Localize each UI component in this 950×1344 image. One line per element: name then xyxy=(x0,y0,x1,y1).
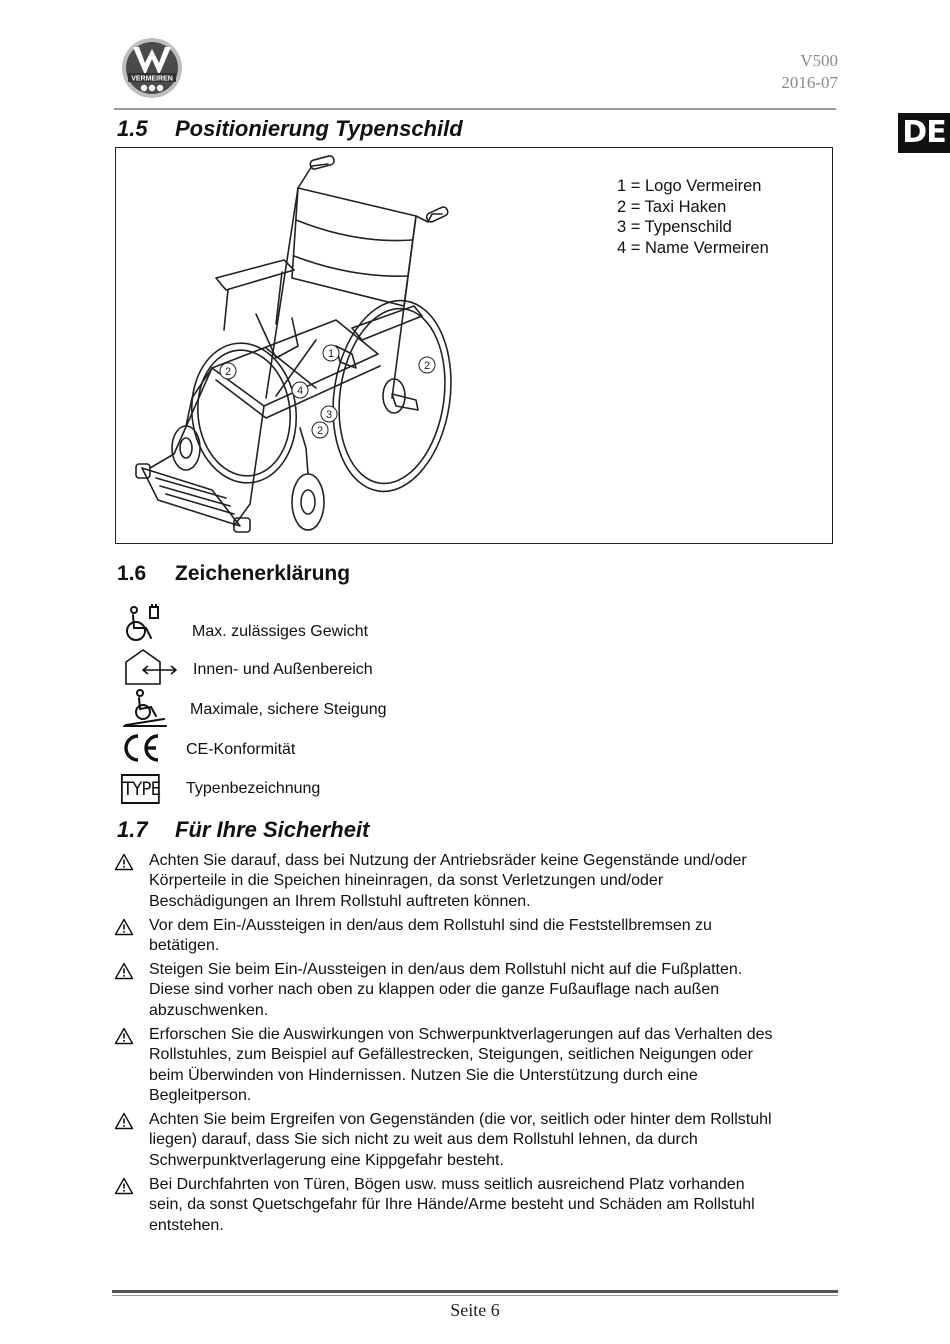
warning-triangle-icon xyxy=(114,962,134,980)
warning-line: Erforschen Sie die Auswirkungen von Schwerpunktverlagerungen auf das Verhalten des xyxy=(149,1026,773,1043)
header-rule xyxy=(114,108,836,110)
warning-line: entstehen. xyxy=(149,1216,224,1234)
warning-line: Steigen Sie beim Ein-/Aussteigen in den/aus dem Rollstuhl nicht auf die Fußplatten. xyxy=(149,961,743,978)
warning-triangle-icon xyxy=(114,1112,134,1130)
warning-triangle-icon xyxy=(114,1177,134,1195)
symbol-label: Innen- und Außenbereich xyxy=(193,661,373,678)
section-number: 1.7 xyxy=(117,817,148,842)
warning-line: Diese sind vorher nach oben zu klappen oder die ganze Fußauflage nach außen xyxy=(149,981,720,999)
section-title: Zeichenerklärung xyxy=(175,562,351,585)
revision-date: 2016-07 xyxy=(781,73,838,92)
warning-text xyxy=(149,960,839,1021)
symbol-row xyxy=(120,730,620,770)
warning-line: beim Überwinden von Hindernissen. Nutzen Sie die Unterstützung durch eine xyxy=(149,1066,698,1084)
warning-line: betätigen. xyxy=(149,937,220,955)
model-code: V500 xyxy=(800,51,838,70)
callout-3 xyxy=(321,406,337,422)
legend-item: 3 = Typenschild xyxy=(617,218,732,236)
warning-line: abzuschwenken. xyxy=(149,1001,269,1019)
warning-line: Achten Sie darauf, dass bei Nutzung der Antriebsräder keine Gegenstände und/oder xyxy=(149,852,747,869)
section-title: Positionierung Typenschild xyxy=(175,116,463,141)
warning-line: Bei Durchfahrten von Türen, Bögen usw. muss seitlich ausreichend Platz vorhanden xyxy=(149,1176,745,1193)
warning-text xyxy=(149,916,839,957)
max-weight-icon xyxy=(120,604,168,644)
symbol-label: Typenbezeichnung xyxy=(186,780,321,797)
warning-triangle-icon xyxy=(114,853,134,871)
warning-line: Rollstuhles, zum Beispiel auf Gefällestrecken, Steigungen, seitlichen Neigungen oder xyxy=(149,1046,753,1064)
footer-rule-thin xyxy=(112,1295,838,1296)
warning-line: Schwerpunktverlagerung eine Kippgefahr besteht. xyxy=(149,1151,504,1169)
symbol-label: Maximale, sichere Steigung xyxy=(190,701,387,718)
header-meta xyxy=(781,50,838,94)
svg-text:2: 2 xyxy=(224,366,232,378)
symbol-label: CE-Konformität xyxy=(186,741,296,758)
callout-2-right xyxy=(419,357,435,373)
warning-text xyxy=(149,1110,839,1171)
logo-brand-text: VERMEIREN xyxy=(131,75,173,83)
warning-text xyxy=(149,1025,839,1106)
legend-item: 2 = Taxi Haken xyxy=(617,197,727,216)
symbol-row xyxy=(120,604,620,644)
warning-text xyxy=(149,1175,839,1236)
type-label-icon: TYPE xyxy=(121,774,160,804)
callout-1 xyxy=(323,345,339,361)
warning-line: Achten Sie beim Ergreifen von Gegenständen (die vor, seitlich oder hinter dem Rollstuhl xyxy=(149,1111,772,1128)
svg-text:4: 4 xyxy=(296,385,304,397)
svg-text:2: 2 xyxy=(423,360,431,372)
symbol-label: Max. zulässiges Gewicht xyxy=(192,623,369,640)
section-number: 1.5 xyxy=(117,116,148,141)
section-number: 1.6 xyxy=(117,562,147,585)
legend-item: 4 = Name Vermeiren xyxy=(617,238,769,257)
section-heading-1-7 xyxy=(117,817,369,843)
callout-2-front xyxy=(312,422,328,438)
warning-line: Begleitperson. xyxy=(149,1086,252,1104)
section-title: Für Ihre Sicherheit xyxy=(175,817,370,842)
section-heading-1-6 xyxy=(117,562,350,586)
svg-text:1: 1 xyxy=(327,348,335,360)
language-tab: DE xyxy=(898,113,950,153)
max-slope-icon xyxy=(120,688,168,728)
section-heading-1-5 xyxy=(117,116,463,142)
footer-rule xyxy=(112,1290,838,1293)
callout-2-left xyxy=(220,363,236,379)
vermeiren-logo xyxy=(121,37,183,99)
figure-legend xyxy=(617,176,769,258)
warning-line: Vor dem Ein-/Aussteigen in den/aus dem Rollstuhl sind die Feststellbremsen zu xyxy=(149,917,712,934)
warning-triangle-icon xyxy=(114,918,134,936)
warning-line: sein, da sonst Quetschgefahr für Ihre Hände/Arme besteht und Schäden am Rollstuhl xyxy=(149,1196,755,1214)
indoor-outdoor-icon xyxy=(120,648,180,688)
warning-line: Körperteile in die Speichen hineinragen, da sonst Verletzungen und/oder xyxy=(149,872,664,890)
symbol-row xyxy=(120,772,620,812)
symbol-row xyxy=(120,648,620,688)
callout-4 xyxy=(292,382,308,398)
svg-text:3: 3 xyxy=(325,409,333,421)
symbol-row xyxy=(120,688,620,728)
svg-text:2: 2 xyxy=(316,425,324,437)
warning-triangle-icon xyxy=(114,1027,134,1045)
warning-line: Beschädigungen an Ihrem Rollstuhl auftreten können. xyxy=(149,892,531,910)
warning-line: liegen) darauf, dass Sie sich nicht zu weit aus dem Rollstuhl lehnen, da durch xyxy=(149,1131,698,1149)
ce-mark-icon xyxy=(120,730,168,766)
warning-text xyxy=(149,851,839,912)
page-number: Seite 6 xyxy=(450,1300,500,1320)
legend-item: 1 = Logo Vermeiren xyxy=(617,177,762,195)
